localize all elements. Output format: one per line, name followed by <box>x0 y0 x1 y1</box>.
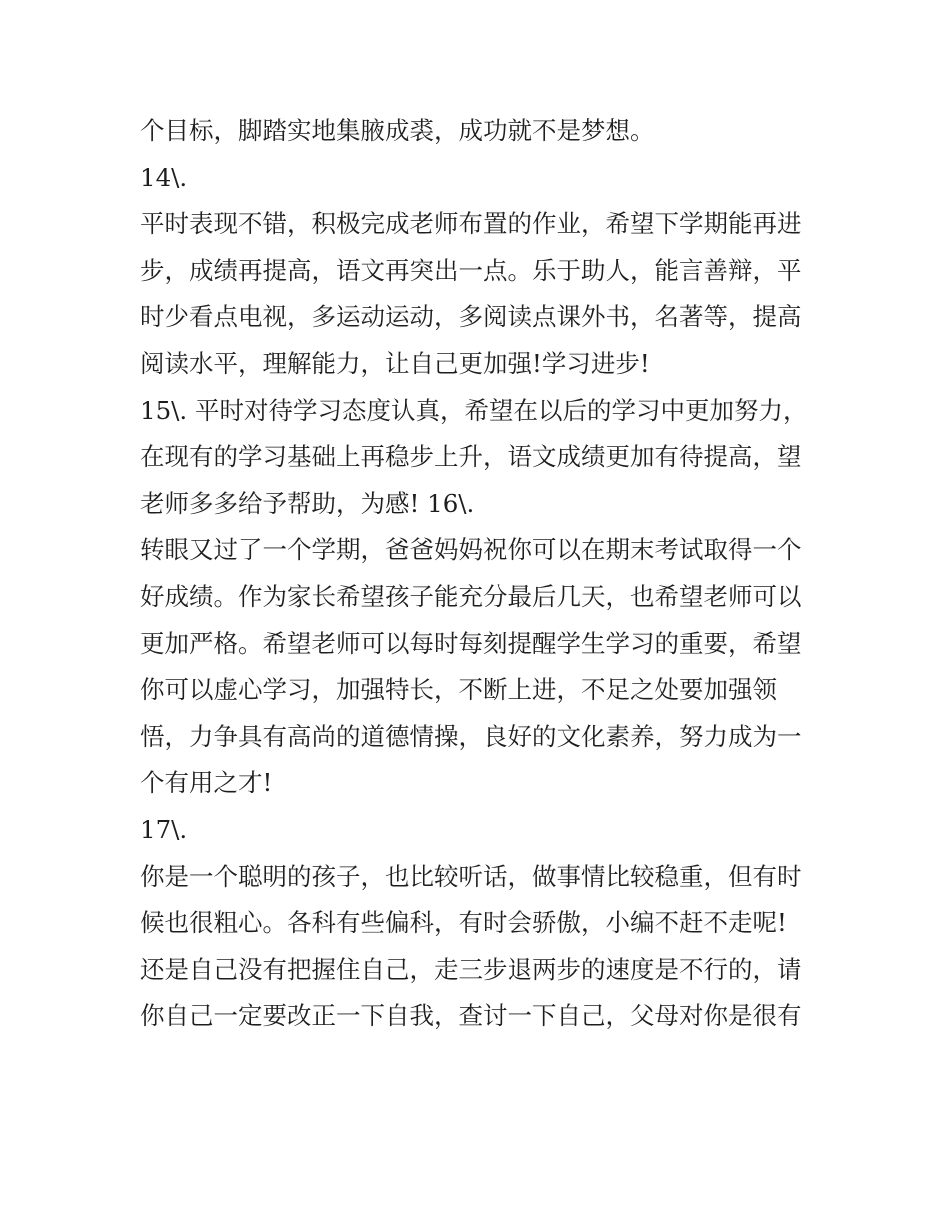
text-line: 悟，力争具有高尚的道德情操，良好的文化素养，努力成为一 <box>140 721 802 751</box>
text-line: 好成绩。作为家长希望孩子能充分最后几天，也希望老师可以 <box>140 581 802 611</box>
text-line: 你自己一定要改正一下自我，查讨一下自己，父母对你是很有 <box>140 1001 802 1031</box>
document-text <box>140 108 820 1040</box>
text-line: 时少看点电视，多运动运动，多阅读点课外书，名著等，提高 <box>140 302 802 332</box>
text-line: 在现有的学习基础上再稳步上升，语文成绩更加有待提高，望 <box>140 442 802 472</box>
text-line: 更加严格。希望老师可以每时每刻提醒学生学习的重要，希望 <box>140 628 802 658</box>
text-line: 阅读水平，理解能力，让自己更加强!学习进步! <box>140 348 650 378</box>
text-line: 转眼又过了一个学期，爸爸妈妈祝你可以在期末考试取得一个 <box>140 535 802 565</box>
text-line: 步，成绩再提高，语文再突出一点。乐于助人，能言善辩，平 <box>140 255 802 285</box>
text-line: 14\. <box>140 162 188 192</box>
text-line: 老师多多给予帮助，为感! 16\. <box>140 488 475 518</box>
text-line: 平时表现不错，积极完成老师布置的作业，希望下学期能再进 <box>140 209 802 239</box>
text-line: 你是一个聪明的孩子，也比较听话，做事情比较稳重，但有时 <box>140 861 802 891</box>
text-line: 15\. 平时对待学习态度认真，希望在以后的学习中更加努力， <box>140 395 808 425</box>
text-line: 候也很粗心。各科有些偏科，有时会骄傲，小编不赶不走呢! <box>140 908 787 938</box>
text-line: 个有用之才! <box>140 768 273 798</box>
text-line: 还是自己没有把握住自己，走三步退两步的速度是不行的，请 <box>140 954 802 984</box>
text-line: 17\. <box>140 814 188 844</box>
text-line: 你可以虚心学习，加强特长，不断上进，不足之处要加强领 <box>140 675 777 705</box>
text-line: 个目标，脚踏实地集腋成裘，成功就不是梦想。 <box>140 116 655 145</box>
